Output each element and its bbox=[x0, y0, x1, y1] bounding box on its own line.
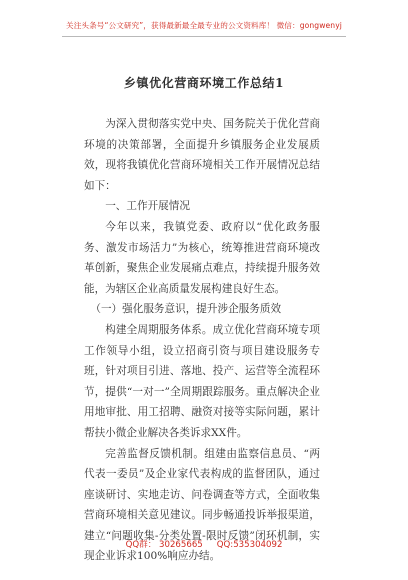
subsection-paragraph-2: 完善监督反馈机制。组建由监察信息员、“两代表一委员”及企业家代表构成的监督团队，通过座谈研讨、实地走访、问卷调查等方式，全面收集营商环境相关意见建议。同步畅通投诉举报渠道，建立“问题收集-分类处置-限时反馈”闭环机制，实现企业诉求100%响应办结。 bbox=[84, 447, 320, 563]
subsection-paragraph: 构建全周期服务体系。成立优化营商环境专项工作领导小组，设立招商引资与项目建设服务专班，针对项目引进、落地、投产、运营等全流程环节，提供“一对一”全周期跟踪服务。重点解决企业用地审批、用工招聘、融资对接等实际问题，累计帮扶小微企业解决各类诉求XX件。 bbox=[84, 323, 320, 439]
document-title: 乡镇优化营商环境工作总结1 bbox=[123, 76, 285, 90]
section-paragraph: 今年以来，我镇党委、政府以“优化政务服务、激发市场活力”为核心，统筹推进营商环境改革创新，聚焦企业发展痛点难点，持续提升服务效能，为辖区企业高质量发展构建良好生态。 bbox=[84, 220, 320, 295]
footer-qq: QQ:535304092 bbox=[216, 540, 283, 550]
header-banner: 关注头条号“公文研究”，获得最新最全最专业的公文资料库！ 微信：gongwenyj bbox=[66, 21, 342, 30]
footer-qq-group: QQ群： 30265665 bbox=[125, 540, 203, 550]
header-divider bbox=[62, 36, 346, 37]
section-heading: 一、工作开展情况 bbox=[105, 200, 190, 213]
footer-contact bbox=[0, 538, 408, 550]
document-body bbox=[84, 114, 320, 567]
intro-paragraph: 为深入贯彻落实党中央、国务院关于优化营商环境的决策部署，全面提升乡镇服务企业发展质效，现将我镇优化营商环境相关工作开展情况总结如下： bbox=[84, 118, 320, 192]
subsection-heading: （一）强化服务意识，提升涉企服务质效 bbox=[90, 303, 282, 316]
